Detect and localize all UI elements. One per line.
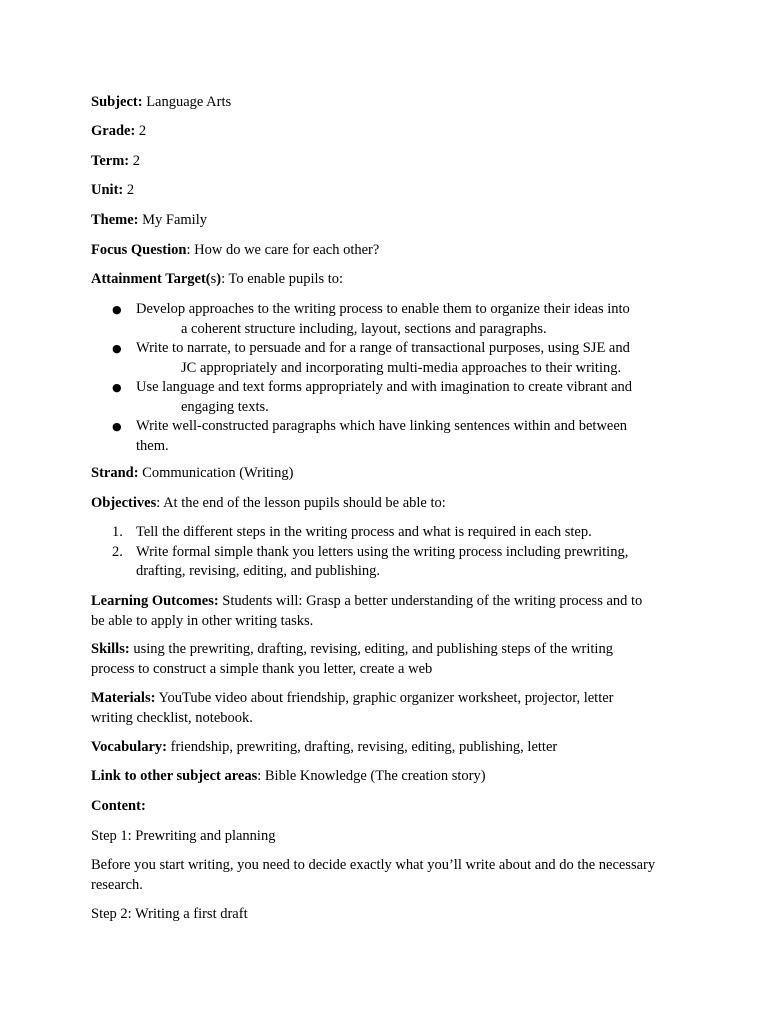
list-item-line: ● Use language and text forms appropriately and with imagination to create vibrant and — [136, 379, 633, 395]
content-label: Content: — [91, 798, 146, 814]
list-item-line: Write formal simple thank you letters using the writing process including prewriting, — [136, 543, 629, 560]
list-item-line: ● Write well-constructed paragraphs which have linking sentences within and between — [136, 418, 628, 434]
list-item-line: them. — [136, 437, 169, 454]
strand-value: Communication (Writing) — [138, 465, 294, 481]
list-item-line: JC appropriately and incorporating multi-media approaches to their writing. — [181, 359, 622, 376]
attainment-value: : To enable pupils to: — [221, 271, 344, 287]
list-item — [91, 300, 671, 339]
skills-line1: using the prewriting, drafting, revising, editing, and publishing steps of the writing — [129, 641, 613, 657]
theme-label: Theme: — [91, 212, 139, 228]
materials-line2: writing checklist, notebook. — [91, 709, 253, 726]
learning-outcomes-label: Learning Outcomes: — [91, 593, 219, 609]
attainment-line — [91, 270, 691, 290]
list-item-line: engaging texts. — [181, 398, 269, 415]
list-item-line: ● Write to narrate, to persuade and for a range of transactional purposes, using SJE and — [136, 340, 630, 356]
unit-value: 2 — [123, 182, 135, 198]
grade-line — [91, 122, 691, 142]
focus-question-label: Focus Question — [91, 242, 187, 258]
unit-label: Unit: — [91, 182, 124, 198]
attainment-label-mid: s — [210, 271, 217, 287]
focus-question-value: : How do we care for each other? — [186, 242, 380, 258]
term-value: 2 — [129, 153, 140, 169]
grade-value: 2 — [135, 123, 147, 139]
vocabulary-line — [91, 738, 691, 758]
attainment-list — [91, 300, 671, 456]
strand-line — [91, 464, 691, 484]
list-item-number: 2. — [112, 543, 123, 560]
list-item-line: Tell the different steps in the writing process and what is required in each step. — [136, 524, 592, 540]
list-item — [91, 417, 671, 456]
subject-value: Language Arts — [142, 94, 232, 110]
step1-para — [91, 856, 691, 895]
list-item — [91, 339, 671, 378]
attainment-label-end: ) — [216, 271, 222, 287]
learning-outcomes-para — [91, 592, 691, 631]
link-label: Link to other subject areas — [91, 768, 258, 784]
list-item — [91, 543, 671, 582]
materials-para — [91, 689, 691, 728]
step1-line1: Before you start writing, you need to decide exactly what you’ll write about and do the necessary — [91, 857, 656, 873]
content-heading — [91, 797, 691, 817]
list-item-line: drafting, revising, editing, and publishing. — [136, 563, 381, 579]
subject-label: Subject: — [91, 94, 143, 110]
step1-title: Step 1: Prewriting and planning — [91, 828, 276, 844]
link-line — [91, 767, 691, 787]
term-line — [91, 152, 691, 172]
strand-label: Strand: — [91, 465, 139, 481]
grade-label: Grade: — [91, 123, 136, 139]
step1-line2: research. — [91, 876, 143, 893]
theme-value: My Family — [138, 212, 207, 228]
learning-outcomes-line2: be able to apply in other writing tasks. — [91, 612, 314, 629]
focus-question-line — [91, 241, 691, 261]
list-item — [91, 378, 671, 417]
learning-outcomes-line1: Students will: Grasp a better understanding of the writing process and to — [218, 593, 643, 609]
objectives-value: : At the end of the lesson pupils should be able to: — [156, 495, 446, 511]
skills-para — [91, 640, 691, 679]
theme-line — [91, 211, 691, 231]
objectives-list — [91, 523, 671, 582]
link-value: : Bible Knowledge (The creation story) — [257, 768, 486, 784]
list-item — [91, 523, 671, 543]
materials-label: Materials: — [91, 690, 156, 706]
step2-title: Step 2: Writing a first draft — [91, 906, 248, 922]
list-item-line: ● Develop approaches to the writing process to enable them to organize their ideas into — [136, 301, 630, 317]
unit-line — [91, 181, 691, 201]
skills-line2: process to construct a simple thank you letter, create a web — [91, 660, 433, 677]
objectives-label: Objectives — [91, 495, 157, 511]
materials-line1: YouTube video about friendship, graphic organizer worksheet, projector, letter — [155, 690, 614, 706]
list-item-number: 1. — [112, 524, 123, 540]
skills-label: Skills: — [91, 641, 130, 657]
subject-line — [91, 93, 691, 113]
attainment-label: Attainment Target( — [91, 271, 211, 287]
list-item-line: a coherent structure including, layout, sections and paragraphs. — [181, 320, 547, 337]
term-label: Term: — [91, 153, 130, 169]
objectives-line — [91, 494, 691, 514]
vocabulary-label: Vocabulary: — [91, 739, 167, 755]
vocabulary-value: friendship, prewriting, drafting, revising, editing, publishing, letter — [167, 739, 558, 755]
